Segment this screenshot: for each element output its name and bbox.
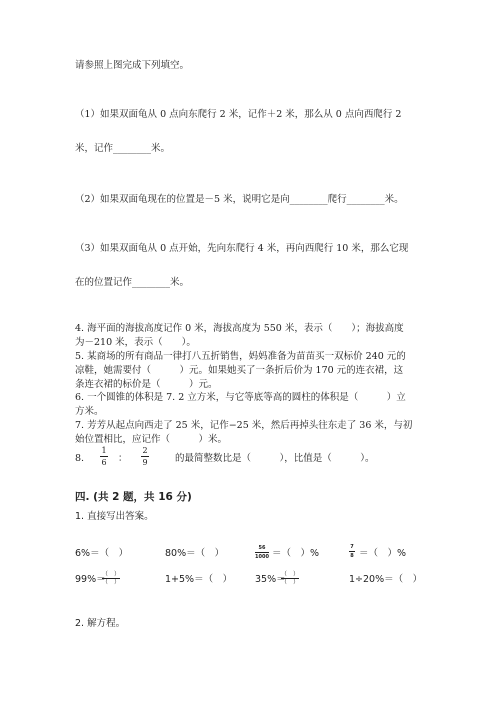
q7-line2: 始位置相比，应记作（ ）米。 bbox=[75, 434, 228, 445]
q2-line1: （2）如果双面龟现在的位置是－5 米，说明它是向________爬行________米。 bbox=[75, 194, 404, 205]
calc-99-percent-fraction bbox=[102, 571, 120, 586]
fraction-numerator: （ ） bbox=[102, 571, 121, 578]
calc-1-plus-5-percent: 1+5%＝（ ） bbox=[165, 574, 233, 585]
fraction-denominator: 8 bbox=[350, 553, 354, 559]
q8-frac1-numerator: 1 bbox=[101, 446, 107, 455]
fraction-numerator: 7 bbox=[350, 544, 354, 550]
s4-q2-title: 2. 解方程。 bbox=[75, 618, 126, 629]
q5-line3: 条连衣裙的标价是（ ）元。 bbox=[75, 379, 218, 390]
calc-80-percent: 80%＝（ ） bbox=[165, 548, 225, 559]
q8-fraction-1 bbox=[100, 446, 108, 467]
calc-56-over-1000-fraction bbox=[255, 545, 269, 560]
fraction-denominator: （ ） bbox=[102, 579, 121, 586]
q8-frac2-denominator: 9 bbox=[142, 458, 148, 467]
q8-label: 8. bbox=[75, 453, 85, 464]
calc-35-percent: 35%＝ bbox=[255, 574, 286, 585]
q4-line1: 4. 海平面的海拔高度记作 0 米，海拔高度为 550 米，表示（ ）；海拔高度 bbox=[75, 323, 404, 334]
s4-q1-title: 1. 直接写出答案。 bbox=[75, 511, 154, 522]
q8-colon: ： bbox=[118, 453, 128, 464]
fraction-denominator: 1000 bbox=[255, 554, 269, 560]
q6-line2: 方米。 bbox=[75, 406, 104, 417]
q3-line2: 在的位置记作________米。 bbox=[75, 277, 190, 288]
section-4-title: 四. (共 2 题，共 16 分) bbox=[75, 491, 192, 503]
q1-line2: 米，记作________米。 bbox=[75, 143, 171, 154]
q8-frac2-numerator: 2 bbox=[142, 446, 148, 455]
q8-fraction-2 bbox=[141, 446, 149, 467]
calc-35-percent-fraction bbox=[281, 571, 299, 586]
q8-text: 的最简整数比是（ ），比值是（ ）。 bbox=[175, 453, 375, 464]
q1-line1: （1）如果双面龟从 0 点向东爬行 2 米，记作＋2 米，那么从 0 点向西爬行 2 bbox=[75, 109, 402, 120]
fraction-bar bbox=[141, 456, 149, 457]
fraction-denominator: （ ） bbox=[281, 579, 300, 586]
fraction-bar bbox=[255, 552, 269, 553]
q6-line1: 6. 一个圆锥的体积是 7. 2 立方米，与它等底等高的圆柱的体积是（ ）立 bbox=[75, 392, 406, 403]
intro-text: 请参照上图完成下列填空。 bbox=[75, 60, 190, 71]
calc-99-percent: 99%＝ bbox=[75, 574, 106, 585]
calc-6-percent: 6%＝（ ） bbox=[75, 548, 129, 559]
q5-line2: 凉鞋，她需要付（ ）元。如果她买了一条折后价为 170 元的连衣裙，这 bbox=[75, 365, 404, 376]
q5-line1: 5. 某商场的所有商品一律打八五折销售，妈妈准备为苗苗买一双标价 240 元的 bbox=[75, 351, 406, 362]
q4-line2: 为－210 米，表示（ ）。 bbox=[75, 337, 196, 348]
calc-56-over-1000-answer: ＝（ ）% bbox=[272, 548, 320, 559]
calc-1-div-20-percent: 1÷20%＝（ ） bbox=[349, 574, 423, 585]
calc-7-over-8-fraction bbox=[349, 544, 355, 559]
fraction-bar bbox=[349, 551, 355, 552]
calc-7-over-8-answer: ＝（ ）% bbox=[359, 548, 407, 559]
q3-line1: （3）如果双面龟从 0 点开始，先向东爬行 4 米，再向西爬行 10 米，那么它现 bbox=[75, 243, 409, 254]
fraction-numerator: 56 bbox=[258, 545, 266, 551]
fraction-bar bbox=[100, 456, 108, 457]
q7-line1: 7. 芳芳从起点向西走了 25 米，记作−25 米，然后再掉头往东走了 36 米，与初 bbox=[75, 420, 413, 431]
q8-frac1-denominator: 6 bbox=[101, 458, 107, 467]
fraction-numerator: （ ） bbox=[281, 571, 300, 578]
